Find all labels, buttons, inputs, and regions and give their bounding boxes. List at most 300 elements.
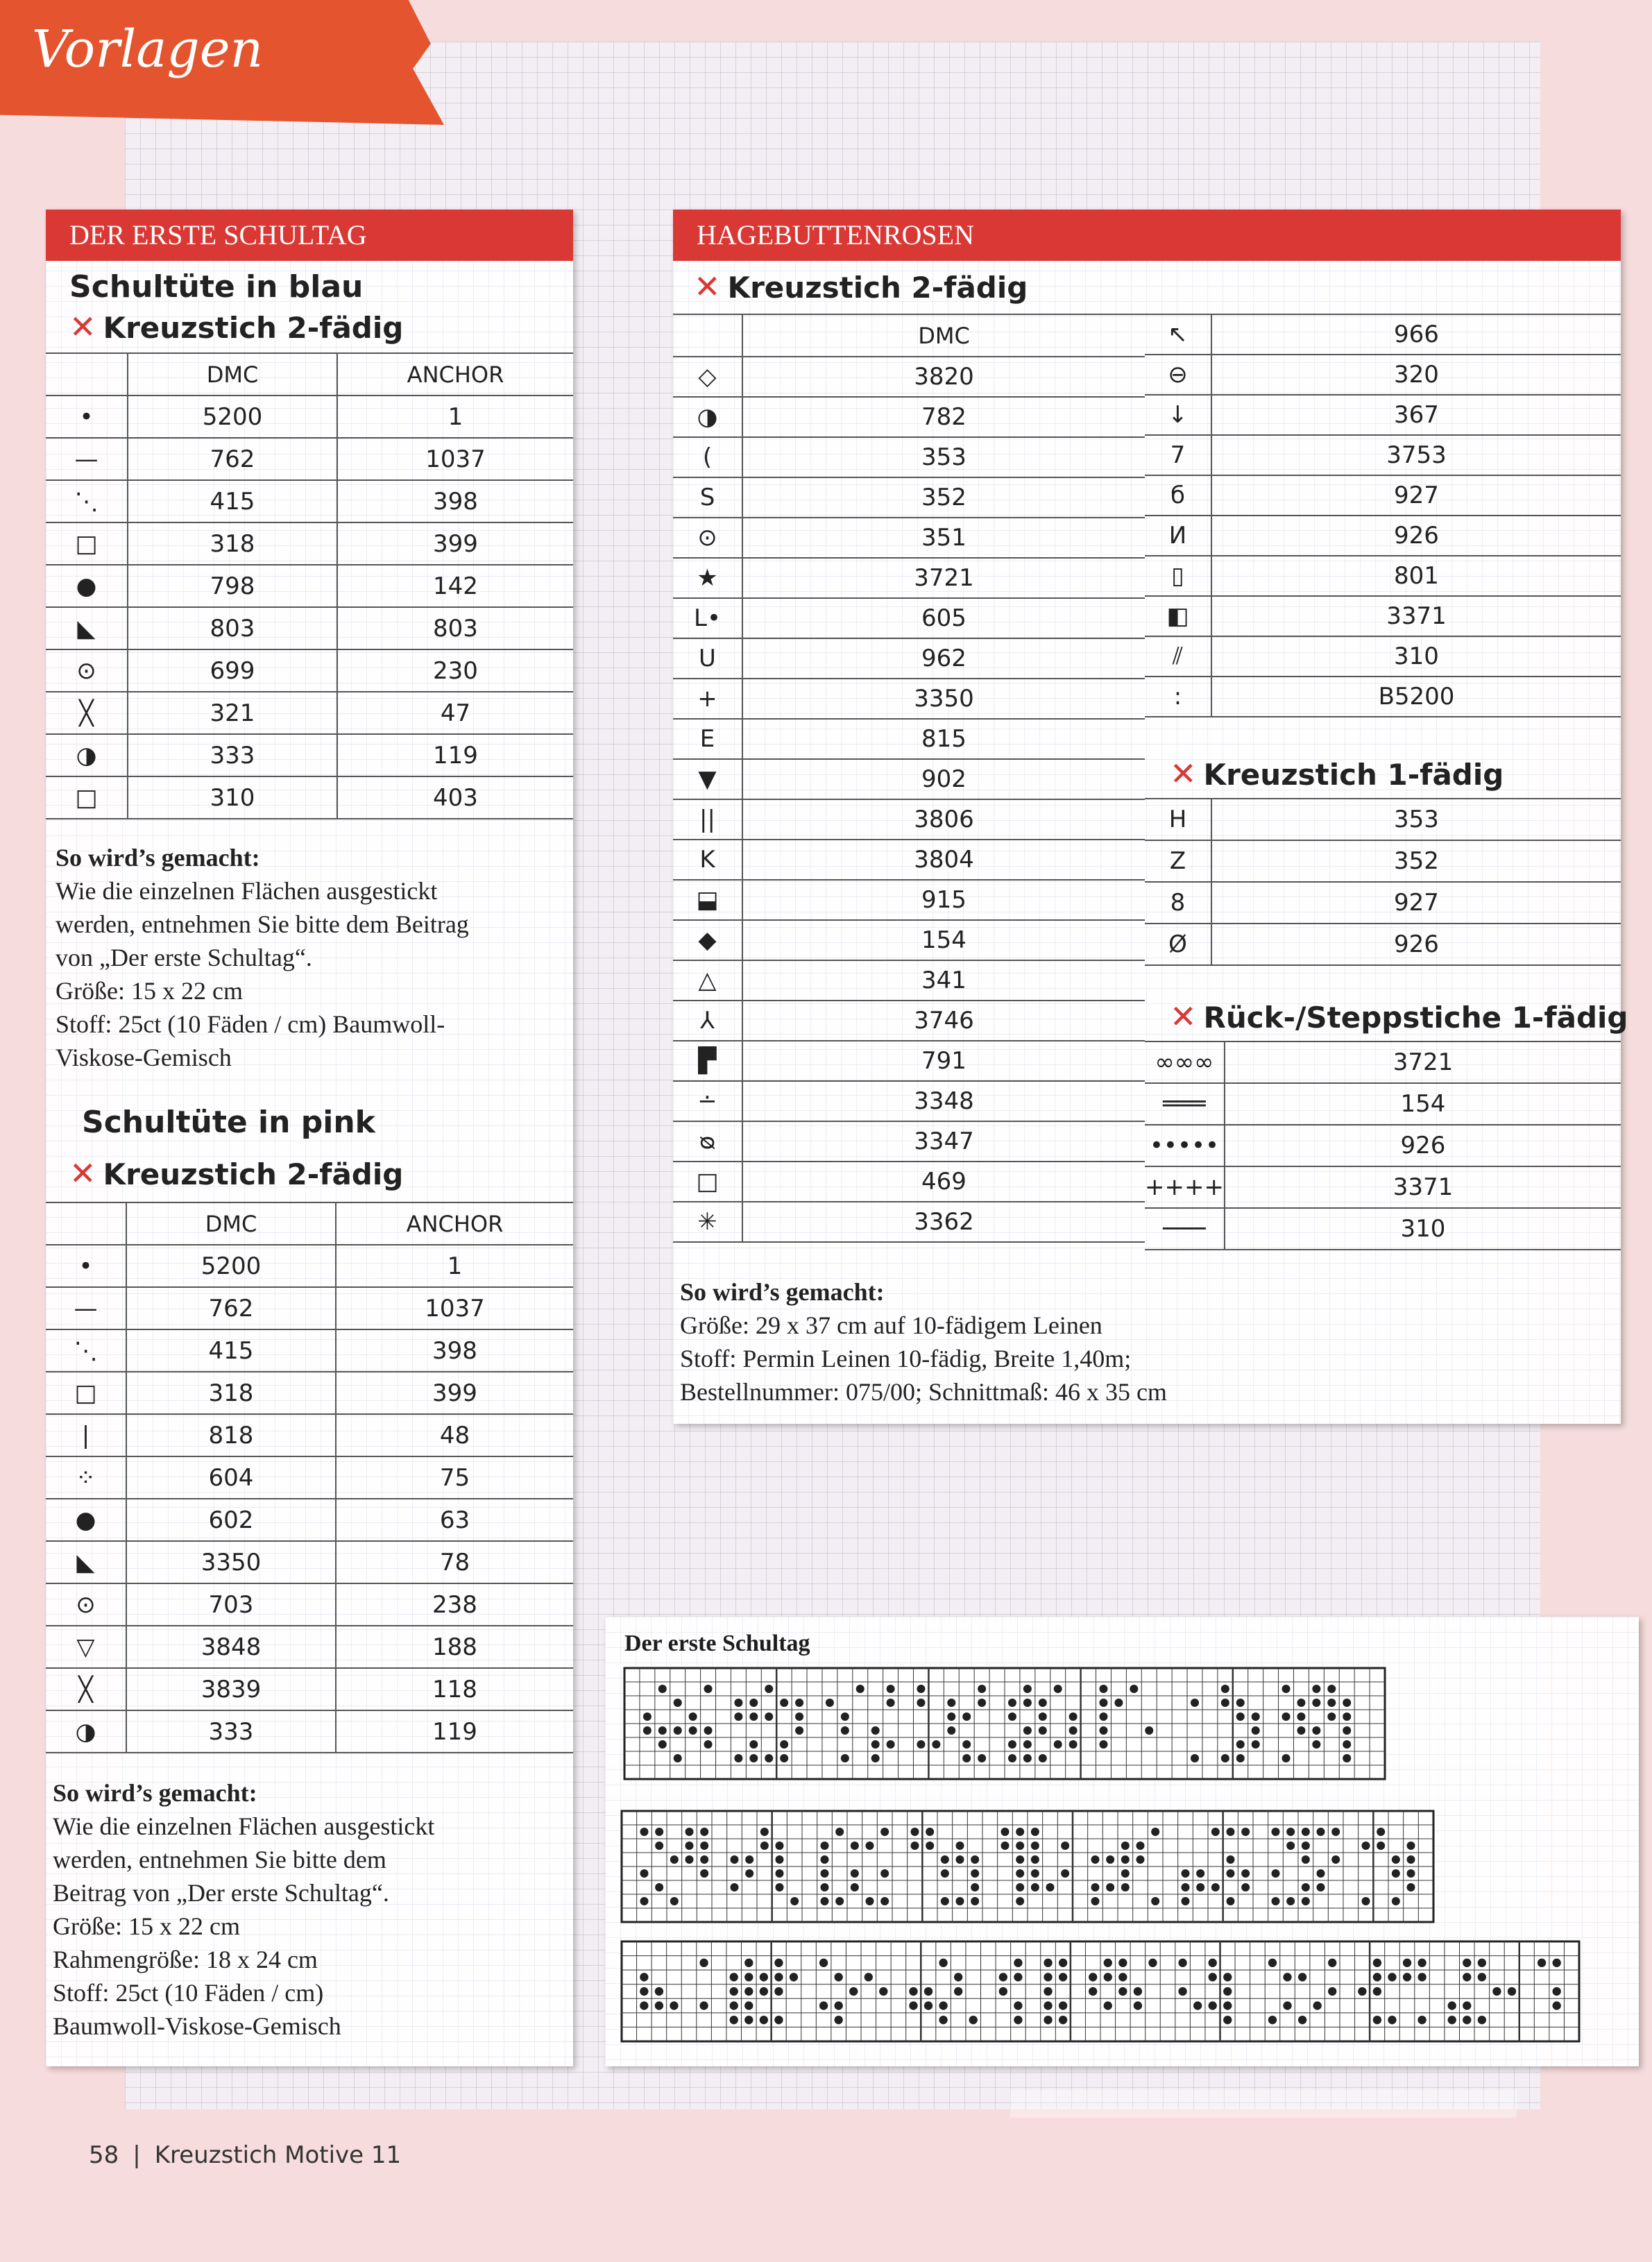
stitch-symbol: ⋱ xyxy=(46,480,128,522)
pink-stitch-heading xyxy=(69,1155,403,1192)
table-row xyxy=(46,1287,573,1329)
stitch-dot xyxy=(1069,1712,1078,1721)
stitch-symbol: U xyxy=(673,638,742,679)
stitch-dot xyxy=(1236,1754,1245,1762)
dmc-value: 3362 xyxy=(742,1202,1145,1242)
right-panel xyxy=(673,210,1628,1424)
stitch-dot xyxy=(1209,1959,1217,1967)
stitch-dot xyxy=(939,2016,947,2024)
stitch-dot xyxy=(774,2016,783,2024)
dmc-value: 320 xyxy=(1211,355,1621,395)
table-row xyxy=(673,1121,1145,1162)
stitch-dot xyxy=(1227,1828,1235,1836)
stitch-dot xyxy=(1134,2001,1142,2009)
table-row xyxy=(46,607,573,649)
stitch-dot xyxy=(1252,1726,1260,1735)
stitch-dot xyxy=(1407,1842,1415,1850)
stitch-symbol: — xyxy=(46,438,128,480)
note-line: Größe: 15 x 22 cm xyxy=(53,1912,240,1940)
hagebutten-right-table xyxy=(1145,314,1621,717)
dmc-value: 415 xyxy=(128,480,337,522)
anchor-value: 399 xyxy=(336,1372,573,1414)
stitch-dot xyxy=(1023,1685,1032,1693)
stitch-dot xyxy=(749,1740,758,1749)
chart-strip xyxy=(622,1941,1579,2041)
dmc-value: 902 xyxy=(742,759,1145,799)
table-row xyxy=(46,776,573,819)
stitch-dot xyxy=(655,1828,663,1836)
stitch-dot xyxy=(760,1987,768,1996)
stitch-dot xyxy=(1178,1959,1186,1967)
stitch-dot xyxy=(704,1740,713,1749)
faded-background-text xyxy=(1010,2090,1517,2118)
stitch-dot xyxy=(1193,2001,1202,2009)
stitch-dot xyxy=(879,1987,887,1996)
note-line: Viskose-Gemisch xyxy=(56,1044,232,1071)
stitch-dot xyxy=(1407,1855,1415,1864)
stitch-dot xyxy=(1044,2001,1052,2009)
stitch-dot xyxy=(1286,1828,1295,1836)
stitch-dot xyxy=(1463,1973,1471,1981)
table-row xyxy=(673,840,1145,880)
stitch-dot xyxy=(1552,1987,1560,1996)
stitch-dot xyxy=(1373,2016,1381,2024)
note-line: werden, entnehmen Sie bitte dem xyxy=(53,1846,386,1873)
stitch-dot xyxy=(1031,1883,1039,1891)
stitch-dot xyxy=(880,1828,889,1836)
stitch-dot xyxy=(700,1855,708,1864)
stitch-dot xyxy=(1014,2001,1022,2009)
stitch-dot xyxy=(1313,2001,1321,2009)
cross-icon: ✕ xyxy=(694,268,721,305)
stitch-symbol: ↖ xyxy=(1145,314,1211,355)
stitch-symbol: • xyxy=(46,396,128,438)
stitch-dot xyxy=(689,1712,697,1721)
stitch-dot xyxy=(1478,1973,1486,1981)
table-row xyxy=(1145,882,1621,924)
table-row xyxy=(673,638,1145,679)
stitch-symbol: ⁘ xyxy=(46,1456,126,1499)
stitch-dot xyxy=(765,1712,773,1721)
stitch-dot xyxy=(1227,1897,1235,1905)
dmc-value: 926 xyxy=(1211,516,1621,556)
dmc-value: 762 xyxy=(128,438,337,480)
stitch-dot xyxy=(1099,1740,1107,1749)
note-line: Größe: 29 x 37 cm auf 10-fädigem Leinen xyxy=(680,1311,1102,1339)
stitch-dot xyxy=(699,1959,708,1967)
dmc-value: 310 xyxy=(1225,1208,1621,1250)
table-row xyxy=(673,357,1145,397)
stitch-dot xyxy=(1252,1712,1260,1721)
header-dmc: DMC xyxy=(742,314,1145,357)
stitch-symbol: ↓ xyxy=(1145,395,1211,435)
stitch-dot xyxy=(911,1828,919,1836)
stitch-dot xyxy=(841,1726,849,1735)
dmc-value: 318 xyxy=(128,522,337,565)
stitch-dot xyxy=(1014,2016,1022,2024)
pink-note-title: So wird’s gemacht: xyxy=(53,1779,257,1807)
stitch-dot xyxy=(700,1869,708,1878)
stitch-dot xyxy=(926,1842,934,1850)
stitch-dot xyxy=(1089,1973,1097,1981)
stitch-dot xyxy=(1121,1855,1130,1864)
stitch-dot xyxy=(1478,1959,1486,1967)
stitch-dot xyxy=(1362,1897,1370,1905)
stitch-symbol: б xyxy=(1145,475,1211,516)
header-dmc: DMC xyxy=(126,1202,336,1245)
stitch-dot xyxy=(1317,1883,1325,1891)
stitch-dot xyxy=(1121,1883,1130,1891)
dmc-value: 962 xyxy=(742,638,1145,679)
stitch-dot xyxy=(790,1973,798,1981)
stitch-dot xyxy=(1286,1842,1295,1850)
stitch-dot xyxy=(1272,1828,1280,1836)
anchor-value: 119 xyxy=(336,1710,573,1753)
stitch-dot xyxy=(745,1869,753,1878)
stitch-dot xyxy=(1286,1897,1295,1905)
stitch-symbol: ▛ xyxy=(673,1041,742,1081)
dmc-value: 803 xyxy=(128,607,337,649)
pink-note-lines xyxy=(53,1810,434,2043)
anchor-value: 398 xyxy=(336,1329,573,1372)
stitch-dot xyxy=(1302,1828,1310,1836)
note-line: Rahmengröße: 18 x 24 cm xyxy=(53,1946,318,1973)
stitch-dot xyxy=(1089,1987,1097,1996)
stitch-dot xyxy=(1403,1959,1411,1967)
dmc-value: 605 xyxy=(742,598,1145,638)
stitch-dot xyxy=(821,1855,829,1864)
stitch-symbol: ◣ xyxy=(46,607,128,649)
table-row xyxy=(46,396,573,438)
stitch-symbol: || xyxy=(673,799,742,840)
right-back-label: Rück-/Steppstiche 1-fädig xyxy=(1203,1001,1628,1035)
anchor-value: 398 xyxy=(337,480,573,522)
stitch-symbol: ⊖ xyxy=(1145,355,1211,395)
dmc-value: 3839 xyxy=(126,1668,336,1710)
stitch-dot xyxy=(1328,1987,1336,1996)
table-row xyxy=(46,1414,573,1456)
stitch-dot xyxy=(1223,2001,1232,2009)
stitch-dot xyxy=(999,1973,1007,1981)
dmc-value: 469 xyxy=(742,1162,1145,1202)
stitch-dot xyxy=(1031,1828,1039,1836)
stitch-dot xyxy=(1302,1842,1310,1850)
table-row xyxy=(46,1372,573,1414)
stitch-dot xyxy=(1091,1883,1100,1891)
stitch-symbol: ● xyxy=(46,565,128,607)
stitch-symbol: Z xyxy=(1145,840,1211,882)
stitch-dot xyxy=(734,1712,742,1721)
stitch-symbol: H xyxy=(1145,799,1211,840)
note-line: von „Der erste Schultag“. xyxy=(56,944,312,971)
note-line: Größe: 15 x 22 cm xyxy=(56,977,243,1005)
table-row xyxy=(1145,516,1621,556)
tab-title: Vorlagen xyxy=(32,19,264,79)
dmc-value: 352 xyxy=(742,477,1145,518)
table-row xyxy=(1145,395,1621,435)
stitch-symbol: ◣ xyxy=(46,1541,126,1583)
stitch-dot xyxy=(1148,1959,1157,1967)
dmc-value: 3721 xyxy=(742,558,1145,598)
table-row xyxy=(673,397,1145,437)
blau-key-table xyxy=(46,352,573,819)
stitch-dot xyxy=(1016,1842,1024,1850)
stitch-dot xyxy=(1059,1973,1067,1981)
table-row xyxy=(673,1041,1145,1081)
stitch-dot xyxy=(1312,1726,1320,1735)
table-header-row xyxy=(46,353,573,396)
stitch-dot xyxy=(1059,1959,1067,1967)
stitch-symbol: ▼ xyxy=(673,759,742,799)
stitch-dot xyxy=(880,1897,889,1905)
stitch-dot xyxy=(760,1828,769,1836)
stitch-dot xyxy=(776,1855,784,1864)
stitch-dot xyxy=(1223,1973,1232,1981)
blau-stitch-heading xyxy=(69,308,403,346)
stitch-dot xyxy=(1016,1855,1024,1864)
right-note xyxy=(680,1275,1167,1409)
stitch-dot xyxy=(1104,1973,1112,1981)
stitch-dot xyxy=(655,1842,663,1850)
stitch-dot xyxy=(689,1726,697,1735)
right-stitch1-heading xyxy=(1170,755,1504,792)
stitch-dot xyxy=(1059,2016,1067,2024)
stitch-dot xyxy=(1377,1842,1385,1850)
stitch-dot xyxy=(640,1828,649,1836)
stitch-symbol: ▯ xyxy=(1145,556,1211,596)
stitch-dot xyxy=(1272,1869,1280,1878)
kreuzstich-1-table xyxy=(1145,798,1621,966)
stitch-dot xyxy=(880,1869,889,1878)
stitch-dot xyxy=(1508,1987,1516,1996)
dmc-value: 3371 xyxy=(1225,1166,1621,1208)
stitch-dot xyxy=(674,1699,682,1707)
chart-title: Der erste Schultag xyxy=(624,1631,810,1656)
stitch-dot xyxy=(1312,1685,1320,1693)
dmc-value: 927 xyxy=(1211,475,1621,516)
anchor-value: 403 xyxy=(337,776,573,819)
stitch-dot xyxy=(1016,1869,1024,1878)
stitch-dot xyxy=(1298,1973,1306,1981)
stitch-symbol: + xyxy=(673,679,742,719)
stitch-dot xyxy=(765,1685,773,1693)
stitch-symbol: 7 xyxy=(1145,435,1211,475)
header-anchor: ANCHOR xyxy=(337,353,573,396)
stitch-symbol: | xyxy=(46,1414,126,1456)
stitch-symbol: ▽ xyxy=(46,1626,126,1668)
stitch-dot xyxy=(932,1740,940,1749)
stitch-dot xyxy=(1417,1973,1426,1981)
table-header-row xyxy=(673,314,1145,357)
stitch-dot xyxy=(1178,1987,1186,1996)
stitch-dot xyxy=(686,1855,694,1864)
stitch-dot xyxy=(640,1973,648,1981)
header-dmc: DMC xyxy=(128,353,337,396)
stitch-symbol: ◧ xyxy=(1145,596,1211,636)
anchor-value: 238 xyxy=(336,1583,573,1626)
stitch-dot xyxy=(1099,1699,1107,1707)
stitch-dot xyxy=(834,2016,842,2024)
dmc-value: 341 xyxy=(742,960,1145,1001)
note-line: Stoff: Permin Leinen 10-fädig, Breite 1,40m; xyxy=(680,1345,1132,1372)
stitch-dot xyxy=(1403,1973,1411,1981)
stitch-symbol: K xyxy=(673,840,742,880)
stitch-symbol: ( xyxy=(673,437,742,477)
dmc-value: 3746 xyxy=(742,1001,1145,1041)
table-row xyxy=(673,558,1145,598)
stitch-dot xyxy=(1377,1828,1385,1836)
stitch-dot xyxy=(700,1842,708,1850)
stitch-dot xyxy=(939,1959,947,1967)
stitch-symbol: • xyxy=(46,1245,126,1287)
stitch-dot xyxy=(1327,1685,1336,1693)
table-row xyxy=(1145,1083,1621,1125)
stitch-dot xyxy=(1145,1726,1153,1735)
stitch-dot xyxy=(1023,1726,1032,1735)
cross-icon: ✕ xyxy=(1170,998,1197,1035)
dmc-value: 5200 xyxy=(126,1245,336,1287)
stitch-symbol: ⫽ xyxy=(1145,636,1211,677)
anchor-value: 399 xyxy=(337,522,573,565)
stitch-dot xyxy=(1283,1973,1291,1981)
stitch-symbol: □ xyxy=(46,1372,126,1414)
stitch-dot xyxy=(658,1685,667,1693)
stitch-dot xyxy=(947,1712,955,1721)
stitch-symbol: — xyxy=(46,1287,126,1329)
stitch-dot xyxy=(1236,1740,1245,1749)
stitch-dot xyxy=(686,1828,694,1836)
stitch-dot xyxy=(887,1699,895,1707)
stitch-dot xyxy=(941,1869,949,1878)
stitch-dot xyxy=(1407,1883,1415,1891)
table-row xyxy=(46,649,573,692)
stitch-dot xyxy=(1223,2016,1232,2024)
stitch-dot xyxy=(866,1842,874,1850)
right-stitch2-label: Kreuzstich 2-fädig xyxy=(727,271,1028,305)
table-row xyxy=(46,1541,573,1583)
stitch-dot xyxy=(851,1869,859,1878)
stitch-dot xyxy=(917,1699,925,1707)
stitch-dot xyxy=(1241,1828,1250,1836)
stitch-dot xyxy=(700,1828,708,1836)
stitch-dot xyxy=(954,1973,962,1981)
stitch-dot xyxy=(776,1869,784,1878)
stitch-dot xyxy=(1031,1855,1039,1864)
stitch-dot xyxy=(1552,1959,1560,1967)
table-row xyxy=(46,1710,573,1753)
stitch-dot xyxy=(1343,1712,1351,1721)
stitch-dot xyxy=(744,1987,753,1996)
stitch-dot xyxy=(760,2016,768,2024)
dmc-value: 3820 xyxy=(742,357,1145,397)
stitch-dot xyxy=(1104,2001,1112,2009)
stitch-dot xyxy=(871,1726,880,1735)
note-line: Beitrag von „Der erste Schultag“. xyxy=(53,1879,389,1907)
stitch-dot xyxy=(856,1685,865,1693)
stitch-dot xyxy=(819,1959,828,1967)
stitch-dot xyxy=(1221,1754,1229,1762)
table-row xyxy=(673,518,1145,558)
stitch-dot xyxy=(1039,1699,1047,1707)
stitch-dot xyxy=(795,1699,803,1707)
stitch-dot xyxy=(734,1699,742,1707)
stitch-dot xyxy=(1114,1699,1123,1707)
table-row xyxy=(673,1202,1145,1242)
stitch-dot xyxy=(760,1973,768,1981)
table-row xyxy=(673,799,1145,840)
stitch-dot xyxy=(1297,1712,1305,1721)
stitch-dot xyxy=(1039,1712,1047,1721)
table-row xyxy=(46,692,573,734)
dmc-value: 801 xyxy=(1211,556,1621,596)
stitch-dot xyxy=(744,1973,753,1981)
stitch-dot xyxy=(999,1987,1007,1996)
stitch-dot xyxy=(640,2001,648,2009)
stitch-dot xyxy=(704,1726,713,1735)
stitch-dot xyxy=(1008,1712,1016,1721)
stitch-symbol: ✳ xyxy=(673,1202,742,1242)
stitch-dot xyxy=(1023,1699,1032,1707)
stitch-dot xyxy=(821,1883,829,1891)
stitch-dot xyxy=(734,1754,742,1762)
stitch-dot xyxy=(1538,1959,1546,1967)
stitch-dot xyxy=(1302,1897,1310,1905)
stitch-symbol: ++++ xyxy=(1145,1166,1225,1208)
note-line: Stoff: 25ct (10 Fäden / cm) Baumwoll- xyxy=(56,1010,445,1038)
stitch-symbol: ● xyxy=(46,1499,126,1541)
stitch-dot xyxy=(1191,1754,1199,1762)
stitch-dot xyxy=(1343,1740,1351,1749)
stitch-dot xyxy=(674,1754,682,1762)
pink-key-table xyxy=(46,1202,573,1753)
table-row xyxy=(46,1245,573,1287)
right-stitch1-label: Kreuzstich 1-fädig xyxy=(1203,758,1504,792)
anchor-value: 188 xyxy=(336,1626,573,1668)
stitch-dot xyxy=(947,1726,955,1735)
stitch-dot xyxy=(643,1726,652,1735)
stitch-dot xyxy=(1317,1869,1325,1878)
stitch-dot xyxy=(1331,1855,1340,1864)
stitch-symbol: ◆ xyxy=(673,920,742,960)
stitch-symbol: ••••• xyxy=(1145,1125,1225,1166)
stitch-dot xyxy=(730,1987,738,1996)
dmc-value: 699 xyxy=(128,649,337,692)
stitch-dot xyxy=(939,2001,947,2009)
stitch-symbol: □ xyxy=(46,776,128,819)
dmc-value: 3350 xyxy=(742,679,1145,719)
lettering-chart-panel xyxy=(605,1617,1639,2066)
stitch-dot xyxy=(1388,2016,1396,2024)
stitch-dot xyxy=(1312,1699,1320,1707)
stitch-dot xyxy=(1298,2016,1306,2024)
note-line: Wie die einzelnen Flächen ausgestickt xyxy=(53,1812,435,1840)
anchor-value: 803 xyxy=(337,607,573,649)
stitch-dot xyxy=(1492,1987,1501,1996)
stitch-dot xyxy=(834,1973,842,1981)
note-line: Bestellnummer: 075/00; Schnittmaß: 46 x 35 cm xyxy=(680,1378,1167,1406)
stitch-dot xyxy=(1001,1828,1010,1836)
stitch-symbol: ◑ xyxy=(673,397,742,437)
stitch-dot xyxy=(1552,2001,1560,2009)
stitch-dot xyxy=(871,1740,880,1749)
dmc-value: 3848 xyxy=(126,1626,336,1668)
stitch-dot xyxy=(971,1869,979,1878)
page-number: 58 xyxy=(89,2141,119,2169)
stitch-dot xyxy=(1236,1699,1245,1707)
stitch-dot xyxy=(1182,1897,1190,1905)
stitch-dot xyxy=(971,1855,979,1864)
stitch-symbol: E xyxy=(673,719,742,759)
